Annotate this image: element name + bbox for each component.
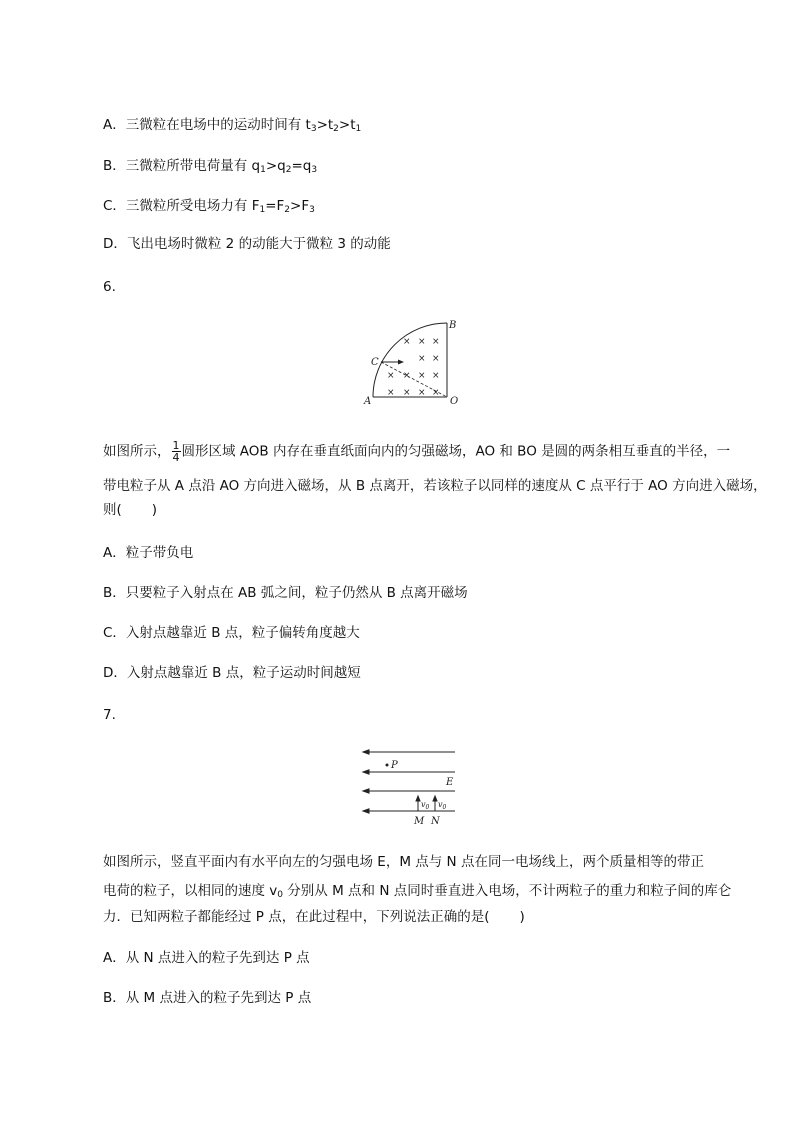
svg-text:×: ×	[432, 388, 440, 398]
svg-text:×: ×	[432, 354, 440, 364]
stem-text: 圆形区域 AOB 内存在垂直纸面向内的匀强磁场，AO 和 BO 是圆的两条相互垂直的半径，一	[181, 443, 731, 460]
q6-option-a: A．粒子带负电	[103, 545, 194, 561]
relation: =q	[291, 158, 312, 174]
q7-stem-line-1: 如图所示，竖直平面内有水平向左的匀强电场 E，M 点与 N 点在同一电场线上，两个质量相等的带正	[103, 854, 704, 870]
fraction-quarter	[172, 440, 181, 463]
label-v0-n: $v_0$	[438, 800, 447, 811]
q7-option-a: A．从 N 点进入的粒子先到达 P 点	[103, 950, 310, 966]
svg-text:×: ×	[387, 371, 395, 381]
q6-number: 6.	[103, 279, 116, 295]
q7-stem-line-2	[103, 881, 731, 901]
stem-text: 电荷的粒子，以相同的速度 v	[103, 883, 278, 899]
stem-text: 分别从 M 点和 N 点同时垂直进入电场，不计两粒子的重力和粒子间的库仑	[283, 883, 732, 899]
svg-text:×: ×	[432, 371, 440, 381]
label-e: E	[446, 777, 454, 788]
relation: >t	[316, 117, 334, 133]
subscript: 3	[309, 205, 315, 215]
q6-option-b: B．只要粒子入射点在 AB 弧之间，粒子仍然从 B 点离开磁场	[103, 585, 468, 601]
answer-paren-close: )	[151, 502, 158, 518]
q7-option-b: B．从 M 点进入的粒子先到达 P 点	[103, 990, 312, 1006]
q6-figure	[360, 315, 470, 407]
q6-stem-line-3	[103, 500, 157, 520]
subscript: 0	[277, 890, 284, 900]
q5-option-c-text: C．三微粒所受电场力有 F	[103, 198, 260, 214]
subscript: 2	[285, 165, 292, 175]
q7-figure	[360, 745, 460, 830]
subscript: 1	[260, 165, 266, 175]
subscript: 1	[355, 124, 362, 134]
q5-option-d	[103, 234, 391, 254]
relation: =F	[265, 198, 285, 214]
label-n: N	[431, 816, 440, 827]
subscript: 1	[259, 205, 266, 215]
q6-option-c: C．入射点越靠近 B 点，粒子偏转角度越大	[103, 625, 360, 641]
frac-denominator: 4	[172, 451, 180, 464]
subscript: 3	[310, 124, 317, 134]
q5-option-b	[103, 156, 317, 176]
q6-stem-line-1	[103, 440, 730, 463]
frac-numerator: 1	[172, 439, 180, 452]
q7-stem-line-3	[103, 907, 525, 927]
arrow-head	[398, 360, 404, 365]
answer-paren-open: 则(	[103, 502, 122, 518]
q5-option-d-text: D．飞出电场时微粒 2 的动能大于微粒 3 的动能	[103, 236, 391, 252]
label-b: B	[449, 320, 457, 331]
label-c: C	[371, 357, 379, 368]
q6-stem-line-2: 带电粒子从 A 点沿 AO 方向进入磁场，从 B 点离开，若该粒子以同样的速度从 C 点平行于 AO 方向进入磁场，	[103, 478, 767, 494]
svg-text:×: ×	[418, 371, 426, 381]
svg-text:×: ×	[403, 388, 411, 398]
stem-prefix: 如图所示，	[103, 443, 171, 460]
label-o: O	[450, 396, 459, 407]
q7-number: 7.	[103, 707, 116, 723]
svg-text:×: ×	[387, 388, 395, 398]
q6-option-d: D．入射点越靠近 B 点，粒子运动时间越短	[103, 665, 361, 681]
q5-option-a	[103, 115, 361, 135]
subscript: 2	[333, 124, 339, 134]
label-v0-m: $v_0$	[421, 800, 430, 811]
q5-option-a-text: A．三微粒在电场中的运动时间有 t	[103, 117, 311, 133]
svg-text:×: ×	[403, 337, 411, 347]
point-p	[386, 764, 389, 767]
svg-text:×: ×	[432, 337, 440, 347]
stem-text: 力．已知两粒子都能经过 P 点，在此过程中，下列说法正确的是(	[103, 909, 490, 925]
magnetic-field-crosses	[387, 337, 440, 398]
svg-text:×: ×	[418, 337, 426, 347]
subscript: 2	[284, 205, 291, 215]
label-m: M	[414, 816, 425, 827]
label-p: P	[391, 760, 398, 771]
relation: >t	[338, 117, 356, 133]
answer-paren-close: )	[519, 909, 525, 925]
label-a: A	[364, 396, 372, 407]
q5-option-b-text: B．三微粒所带电荷量有 q	[103, 158, 261, 174]
subscript: 3	[311, 165, 318, 175]
relation: >F	[290, 198, 310, 214]
svg-text:×: ×	[403, 371, 411, 381]
q5-option-c	[103, 196, 315, 216]
relation: >q	[265, 158, 286, 174]
svg-text:×: ×	[418, 354, 426, 364]
svg-text:×: ×	[418, 388, 426, 398]
